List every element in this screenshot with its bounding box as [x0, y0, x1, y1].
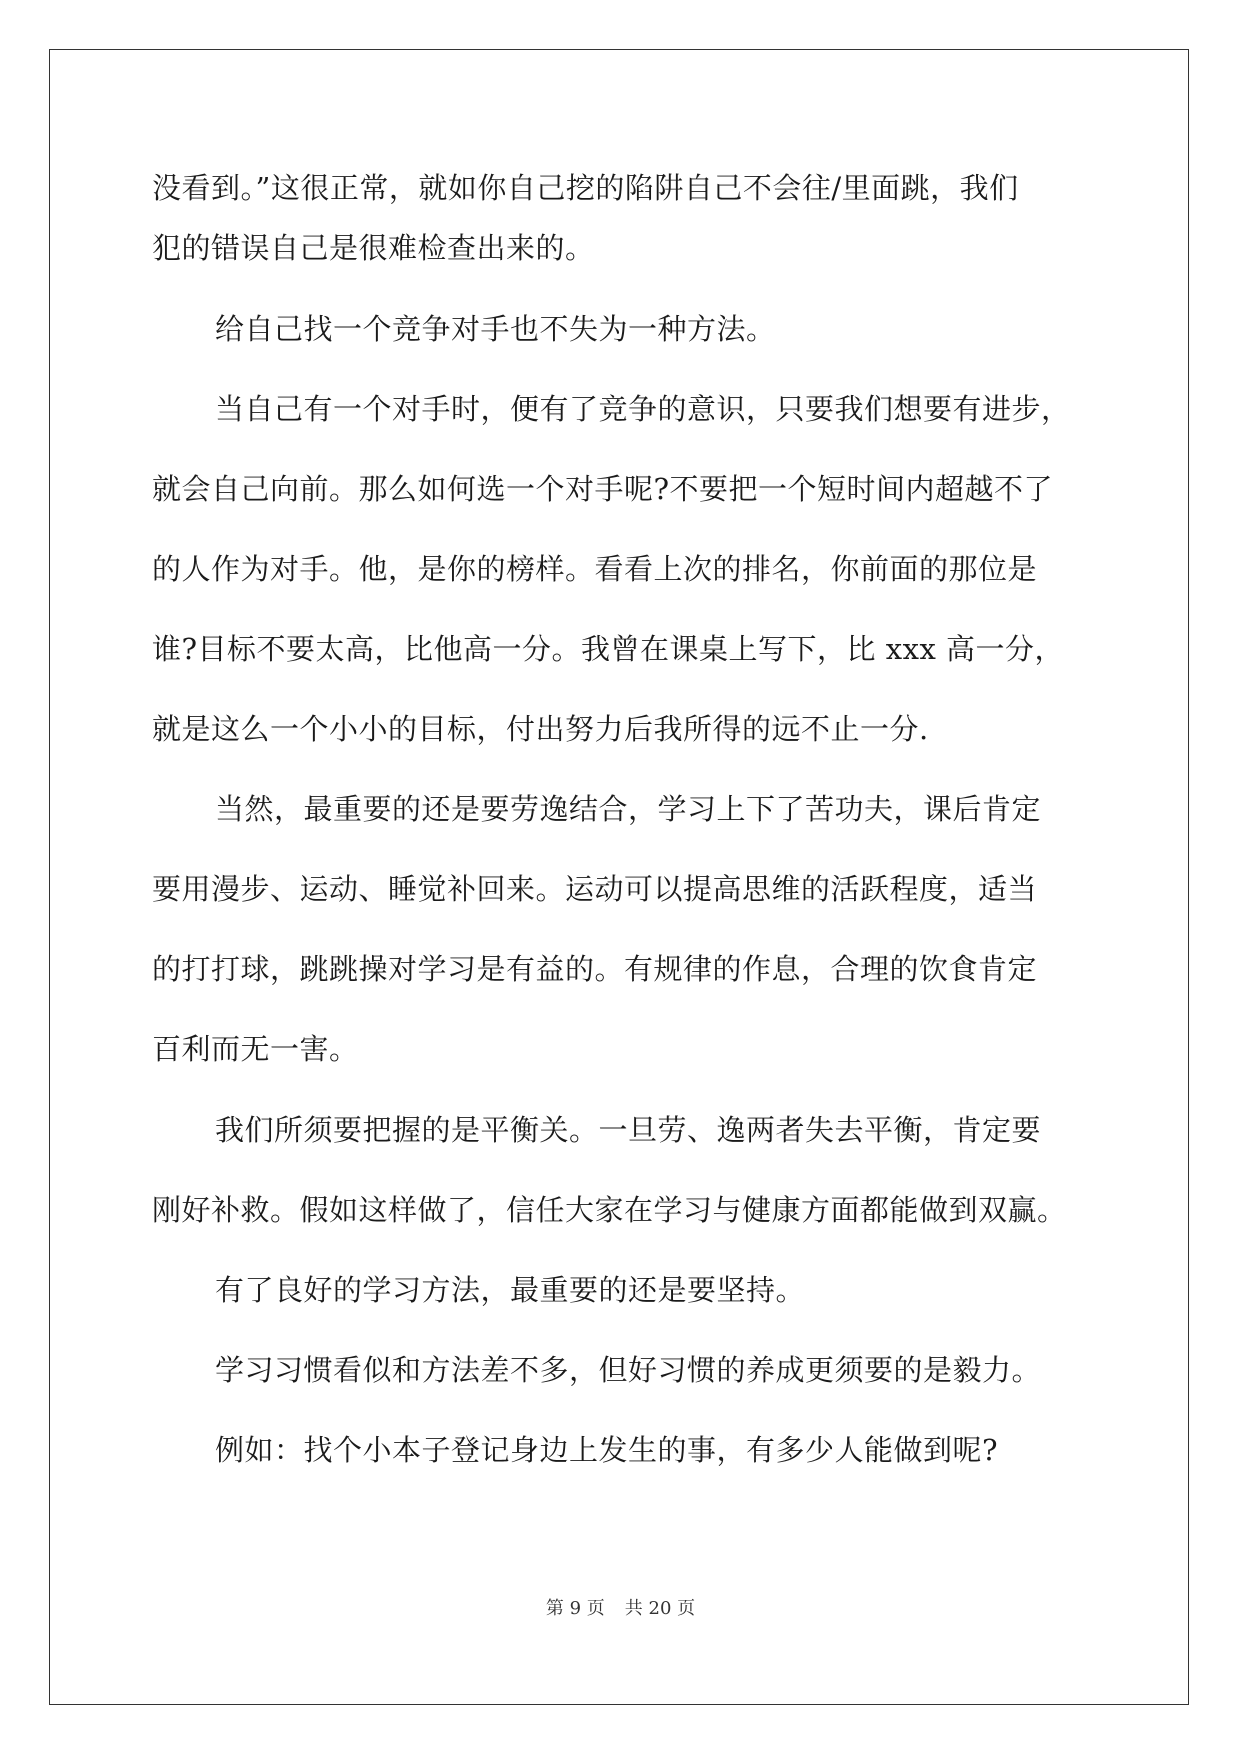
- text-line-12: 百利而无一害。: [152, 1032, 359, 1066]
- page-total: 共 20 页: [624, 1598, 696, 1619]
- text-line-16: 学习习惯看似和方法差不多，但好习惯的养成更须要的是毅力。: [215, 1353, 1042, 1387]
- page-number: 第 9 页: [545, 1598, 605, 1619]
- text-line-1: 没看到。”这很正常，就如你自己挖的陷阱自己不会往/里面跳，我们: [152, 171, 1019, 205]
- text-line-2: 犯的错误自己是很难检查出来的。: [152, 231, 595, 265]
- text-line-14: 刚好补救。假如这样做了，信任大家在学习与健康方面都能做到双赢。: [152, 1193, 1067, 1227]
- text-line-7: 谁?目标不要太高，比他高一分。我曾在课桌上写下，比 xxx 高一分，: [152, 632, 1065, 666]
- text-line-6: 的人作为对手。他，是你的榜样。看看上次的排名，你前面的那位是: [152, 552, 1038, 586]
- page-footer: [0, 1597, 1241, 1621]
- text-line-3: 给自己找一个竞争对手也不失为一种方法。: [215, 312, 776, 346]
- text-line-15: 有了良好的学习方法，最重要的还是要坚持。: [215, 1273, 806, 1307]
- text-line-10: 要用漫步、运动、睡觉补回来。运动可以提高思维的活跃程度，适当: [152, 872, 1038, 906]
- text-line-4: 当自己有一个对手时，便有了竞争的意识，只要我们想要有进步，: [215, 392, 1071, 426]
- text-line-5: 就会自己向前。那么如何选一个对手呢?不要把一个短时间内超越不了: [152, 472, 1054, 506]
- text-line-9: 当然，最重要的还是要劳逸结合，学习上下了苦功夫，课后肯定: [215, 792, 1042, 826]
- text-line-11: 的打打球，跳跳操对学习是有益的。有规律的作息，合理的饮食肯定: [152, 952, 1038, 986]
- text-line-13: 我们所须要把握的是平衡关。一旦劳、逸两者失去平衡，肯定要: [215, 1113, 1042, 1147]
- text-line-17: 例如：找个小本子登记身边上发生的事，有多少人能做到呢?: [215, 1433, 999, 1467]
- text-line-8: 就是这么一个小小的目标，付出努力后我所得的远不止一分.: [152, 712, 929, 746]
